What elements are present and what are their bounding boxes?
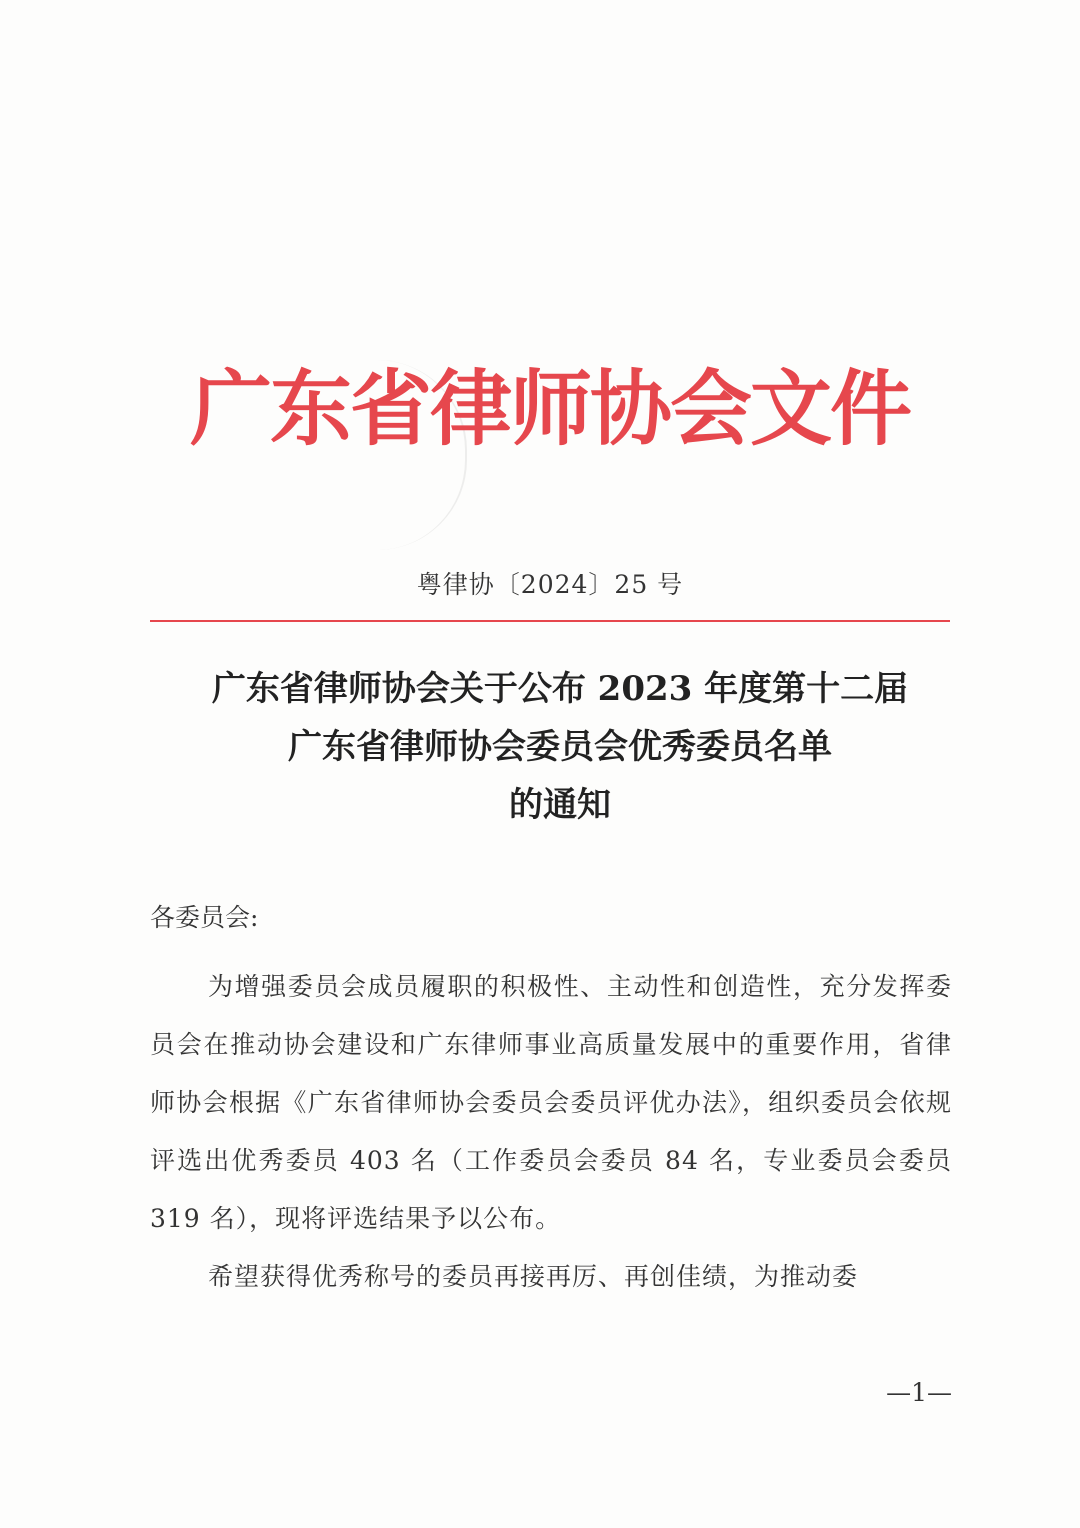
notice-title — [150, 660, 970, 834]
salutation: 各委员会: — [150, 903, 259, 932]
document-number: 粤律协〔2024〕25 号 — [416, 570, 684, 599]
header-divider — [150, 620, 950, 622]
notice-title-line-1: 广东省律师协会关于公布 2023 年度第十二届 — [211, 669, 909, 709]
page-number: —1— — [886, 1378, 952, 1407]
document-header-title: 广东省律师协会文件 — [189, 362, 910, 457]
body-paragraph-2: 希望获得优秀称号的委员再接再厉、再创佳绩，为推动委 — [208, 1262, 859, 1291]
notice-body — [150, 958, 952, 1306]
body-paragraph-1: 为增强委员会成员履职的积极性、主动性和创造性，充分发挥委员会在推动协会建设和广东律师事业高质量发展中的重要作用，省律师协会根据《广东省律师协会委员会委员评优办法》，组织委员会依规评选出优秀委员 403 名（工作委员会委员 84 名，专业委员会委员 319 名），现将评选结果予以公布。 — [150, 972, 952, 1233]
notice-title-line-2: 广东省律师协会委员会优秀委员名单 — [288, 727, 832, 767]
notice-title-line-3: 的通知 — [509, 785, 611, 825]
